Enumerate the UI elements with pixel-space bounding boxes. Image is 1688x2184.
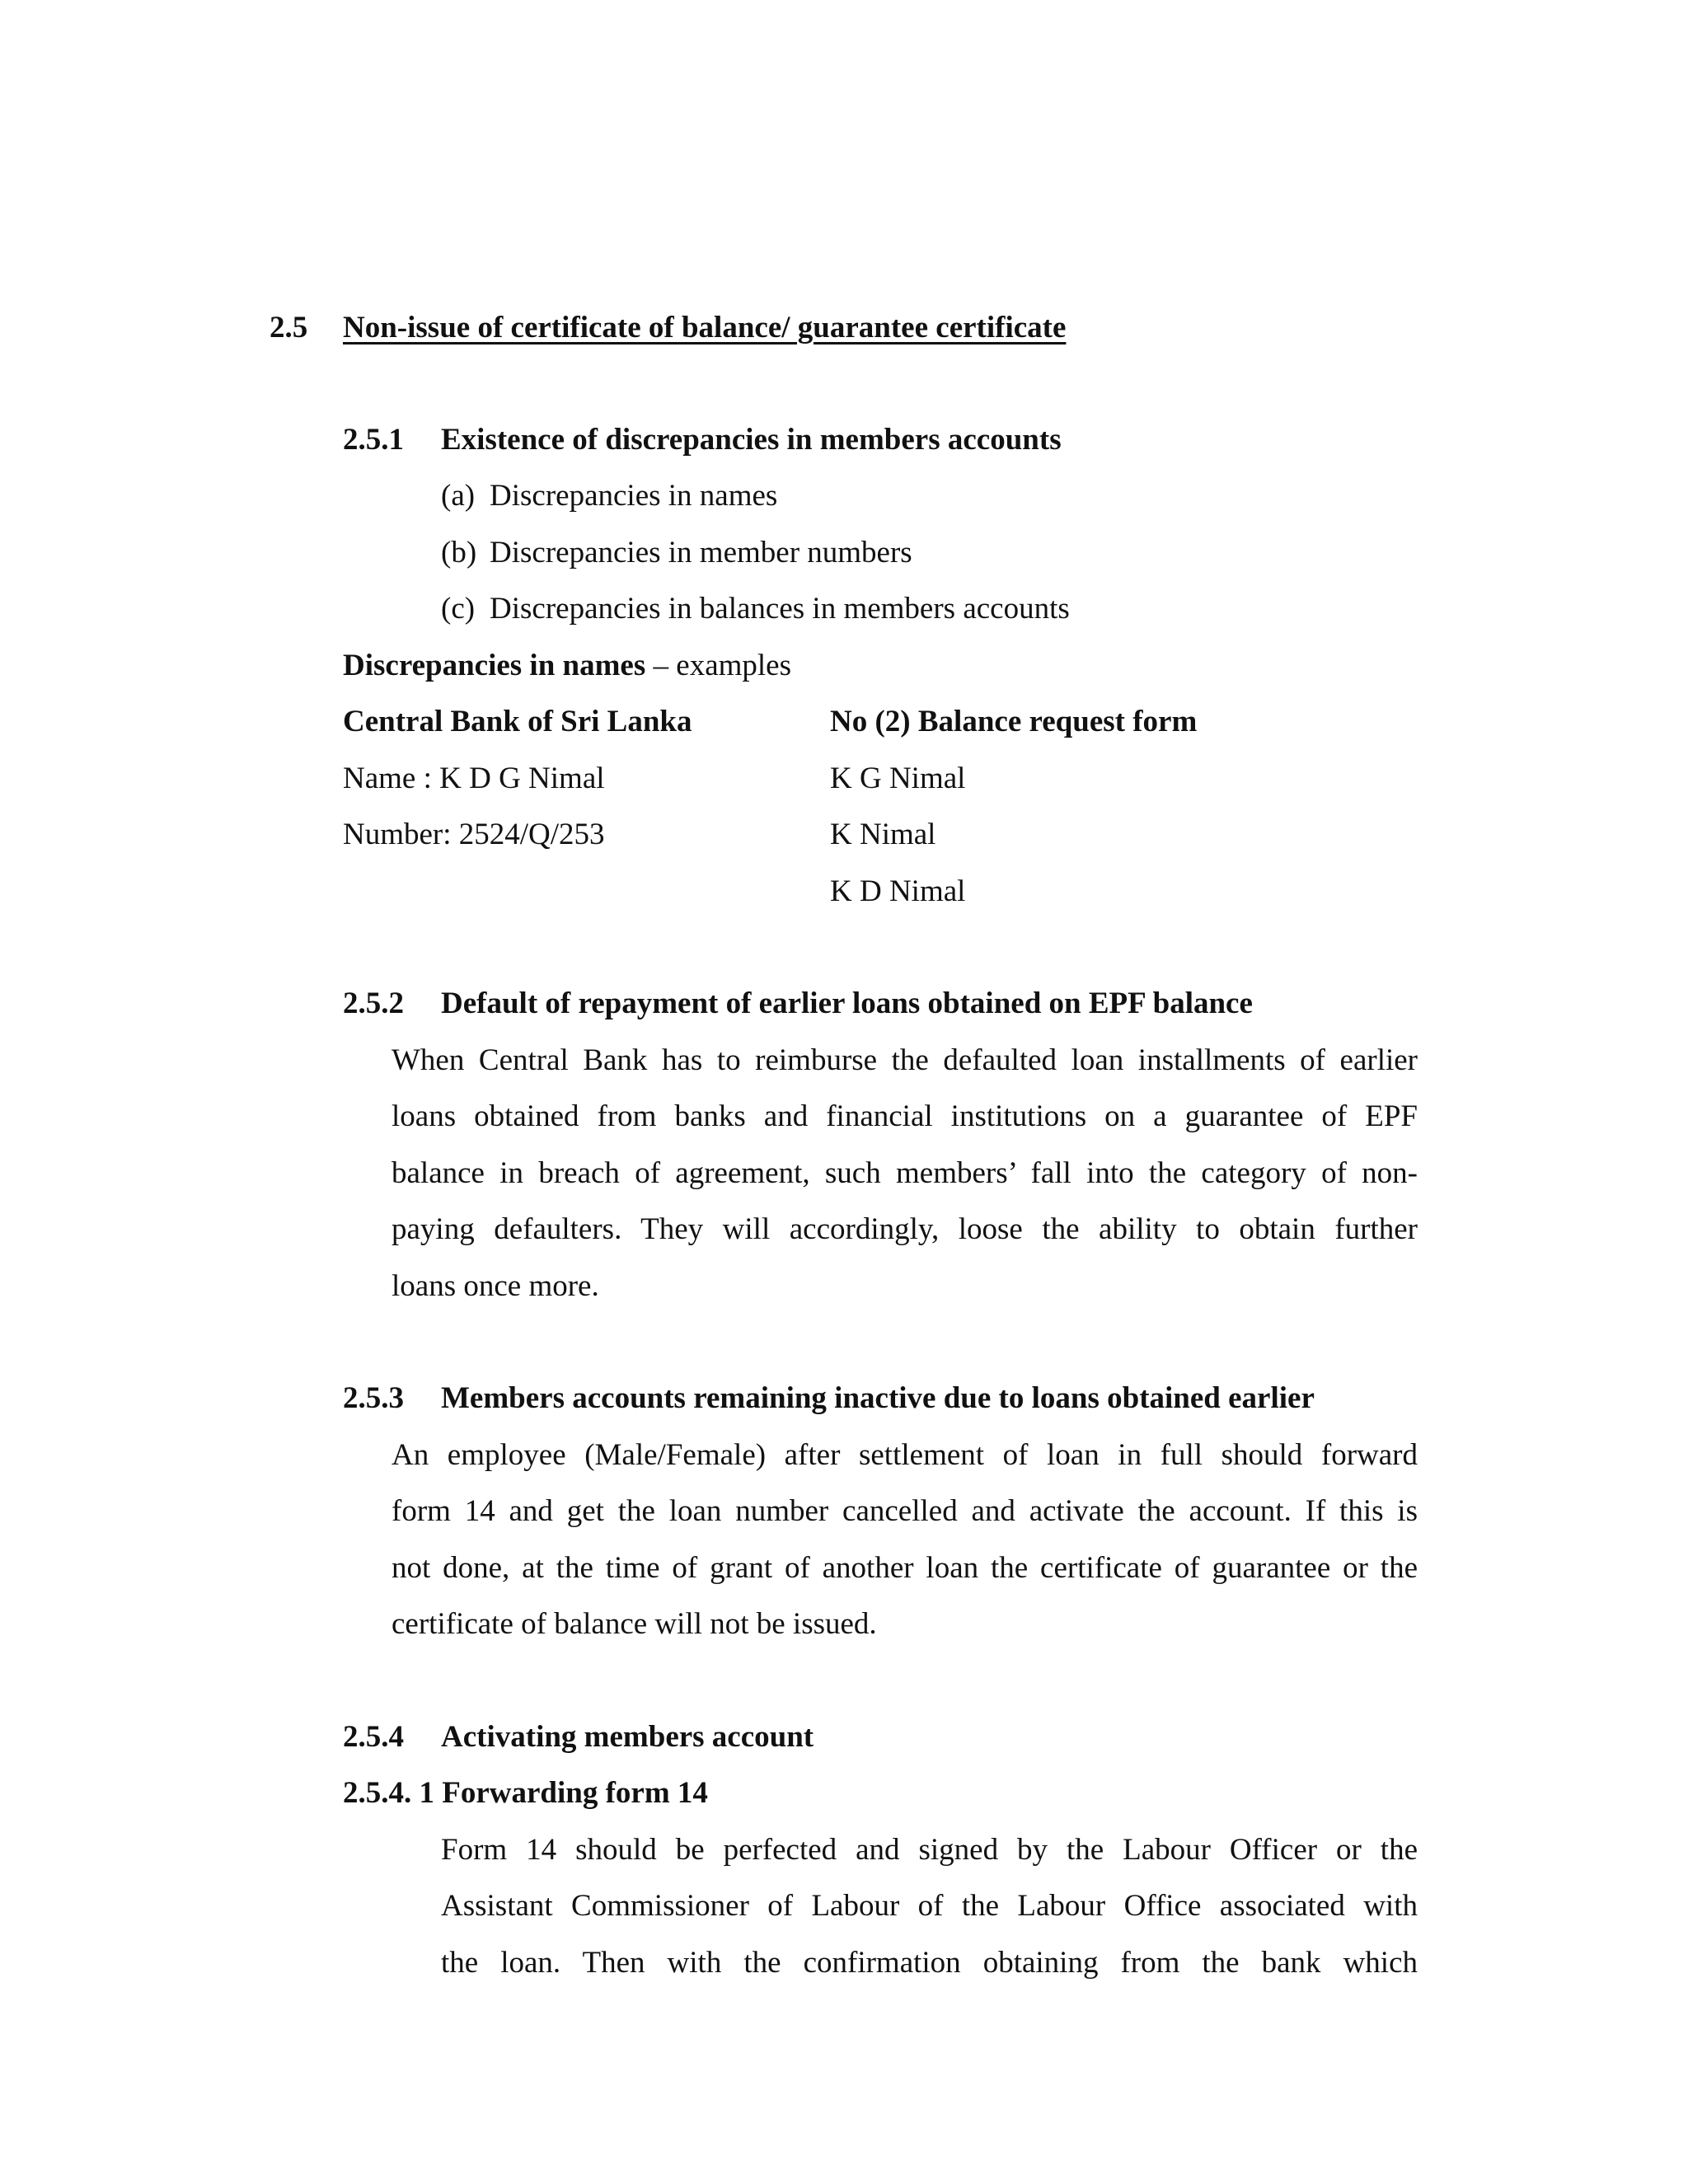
paragraph-line: When Central Bank has to reimburse the defaulted loan installments of earlier: [392, 1043, 1418, 1077]
paragraph-line: paying defaulters. They will accordingly, loose the ability to obtain further: [392, 1212, 1418, 1246]
subsection-2-5-1-number: 2.5.1: [343, 423, 404, 457]
table-right-cell: K Nimal: [830, 818, 936, 851]
list-text: Discrepancies in member numbers: [490, 536, 912, 569]
examples-rest: – examples: [645, 649, 791, 682]
list-marker: (b): [441, 536, 477, 569]
paragraph-line: loans obtained from banks and financial institutions on a guarantee of EPF: [392, 1099, 1418, 1133]
paragraph-line: form 14 and get the loan number cancelled and activate the account. If this is: [392, 1494, 1418, 1528]
list-text: Discrepancies in balances in members accounts: [490, 592, 1070, 626]
paragraph-line: not done, at the time of grant of another loan the certificate of guarantee or the: [392, 1551, 1418, 1585]
examples-bold: Discrepancies in names: [343, 649, 646, 682]
subsection-2-5-2-title: Default of repayment of earlier loans obtained on EPF balance: [441, 987, 1253, 1020]
subsection-2-5-4-1-heading: 2.5.4. 1 Forwarding form 14: [343, 1776, 708, 1810]
paragraph-line: the loan. Then with the confirmation obtaining from the bank which: [441, 1946, 1418, 1980]
list-text: Discrepancies in names: [490, 479, 778, 513]
paragraph-line: certificate of balance will not be issued.: [392, 1607, 877, 1641]
table-left-header: Central Bank of Sri Lanka: [343, 705, 692, 738]
list-item: [441, 581, 1070, 638]
section-number: 2.5: [270, 311, 308, 344]
examples-line: [343, 638, 791, 695]
paragraph-line: An employee (Male/Female) after settlement of loan in full should forward: [392, 1438, 1418, 1472]
table-right-cell: K G Nimal: [830, 762, 966, 795]
table-right-cell: K D Nimal: [830, 874, 966, 908]
table-right-header: No (2) Balance request form: [830, 705, 1198, 738]
paragraph-line: balance in breach of agreement, such members’ fall into the category of non-: [392, 1156, 1418, 1190]
subsection-2-5-1-title: Existence of discrepancies in members accounts: [441, 423, 1062, 457]
list-marker: (c): [441, 592, 476, 626]
list-item: [441, 525, 912, 582]
subsection-2-5-4-title: Activating members account: [441, 1720, 814, 1754]
subsection-2-5-2-number: 2.5.2: [343, 987, 404, 1020]
table-left-cell: Number: 2524/Q/253: [343, 818, 605, 851]
table-left-cell: Name : K D G Nimal: [343, 762, 605, 795]
paragraph-line: loans once more.: [392, 1269, 599, 1303]
paragraph-line: Assistant Commissioner of Labour of the Labour Office associated with: [441, 1889, 1418, 1923]
paragraph-line: Form 14 should be perfected and signed by the Labour Officer or the: [441, 1833, 1418, 1867]
subsection-2-5-4-number: 2.5.4: [343, 1720, 404, 1754]
list-marker: (a): [441, 479, 476, 513]
section-title: Non-issue of certificate of balance/ guarantee certificate: [343, 311, 1067, 344]
subsection-2-5-3-number: 2.5.3: [343, 1381, 404, 1415]
list-item: [441, 468, 778, 525]
subsection-2-5-3-title: Members accounts remaining inactive due to loans obtained earlier: [441, 1381, 1315, 1415]
